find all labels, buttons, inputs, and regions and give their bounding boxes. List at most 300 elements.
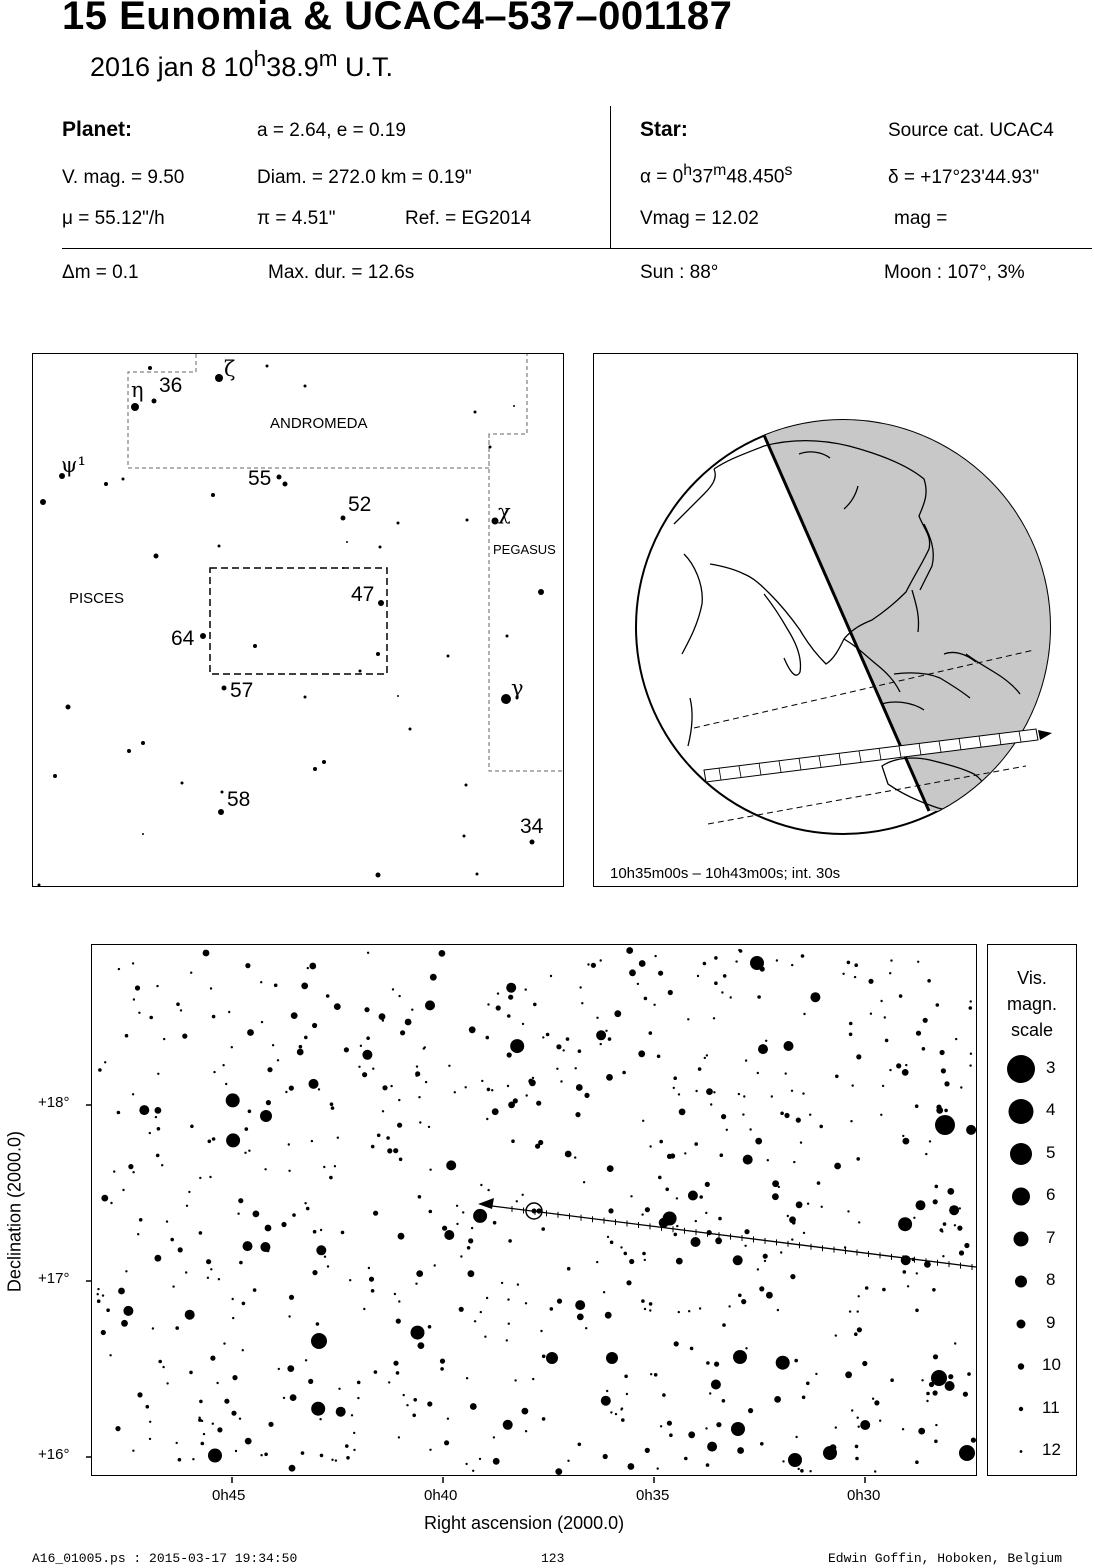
chart-star bbox=[929, 1140, 931, 1142]
chart-star bbox=[603, 1454, 608, 1459]
chart-star bbox=[331, 1106, 335, 1110]
chart-star bbox=[606, 1390, 608, 1392]
chart-star bbox=[272, 1044, 274, 1046]
chart-star bbox=[388, 1381, 390, 1383]
chart-star bbox=[217, 1427, 222, 1432]
chart-star bbox=[379, 1013, 386, 1020]
chart-star bbox=[810, 992, 820, 1002]
chart-star bbox=[849, 1022, 853, 1026]
chart-star bbox=[642, 1120, 644, 1122]
chart-star bbox=[745, 1347, 747, 1349]
chart-star bbox=[720, 1153, 724, 1157]
star-label: 47 bbox=[351, 583, 375, 606]
chart-star bbox=[649, 1302, 653, 1306]
chart-star bbox=[268, 1422, 273, 1427]
legend-magnitude-label: 11 bbox=[1042, 1398, 1060, 1417]
star-source-catalog: Source cat. UCAC4 bbox=[888, 120, 1054, 141]
chart-star bbox=[703, 962, 707, 966]
chart-star bbox=[360, 1045, 362, 1047]
hour-unit: h bbox=[253, 46, 267, 71]
chart-star bbox=[695, 1220, 697, 1222]
constellation-label: ANDROMEDA bbox=[270, 415, 368, 432]
chart-star bbox=[936, 1003, 940, 1007]
chart-star bbox=[963, 1392, 968, 1397]
chart-star bbox=[341, 1231, 345, 1235]
chart-star bbox=[658, 971, 663, 976]
x-axis-title: Right ascension (2000.0) bbox=[424, 1513, 625, 1533]
chart-star-bright bbox=[750, 956, 764, 970]
andromeda-boundary bbox=[128, 354, 527, 468]
star-chart bbox=[91, 944, 977, 1476]
chart-star bbox=[857, 1417, 859, 1419]
chart-star bbox=[101, 1330, 106, 1335]
chart-star bbox=[535, 1144, 540, 1149]
chart-star bbox=[784, 1041, 794, 1051]
chart-star bbox=[176, 1442, 178, 1444]
chart-star bbox=[239, 1261, 243, 1265]
chart-star bbox=[346, 1456, 350, 1460]
chart-star bbox=[353, 1449, 355, 1451]
chart-star bbox=[522, 1194, 524, 1196]
chart-star bbox=[532, 1077, 534, 1079]
chart-star bbox=[334, 1165, 336, 1167]
chart-star bbox=[430, 974, 437, 981]
footer-page-number: 123 bbox=[541, 1551, 565, 1566]
legend-title-line: magn. bbox=[1006, 994, 1058, 1014]
chart-star bbox=[884, 1016, 886, 1018]
chart-star bbox=[415, 1283, 417, 1285]
chart-star bbox=[622, 1071, 626, 1075]
chart-star bbox=[969, 1064, 971, 1066]
chart-star bbox=[913, 1217, 915, 1219]
chart-star bbox=[175, 1326, 179, 1330]
chart-star bbox=[525, 1430, 527, 1432]
chart-star bbox=[879, 1420, 881, 1422]
chart-star bbox=[304, 1202, 306, 1204]
chart-star bbox=[697, 975, 699, 977]
chart-star bbox=[796, 1203, 800, 1207]
chart-star bbox=[210, 1268, 212, 1270]
chart-star bbox=[247, 1029, 254, 1036]
chart-star bbox=[615, 1413, 617, 1415]
chart-star bbox=[203, 950, 210, 957]
chart-star bbox=[244, 1152, 246, 1154]
chart-star bbox=[235, 1450, 237, 1452]
chart-star bbox=[674, 1233, 678, 1237]
ra-tick-label: 0h30 bbox=[847, 1487, 881, 1504]
chart-star bbox=[288, 1315, 290, 1317]
chart-star bbox=[560, 1080, 562, 1082]
chart-star bbox=[493, 1458, 500, 1465]
chart-star bbox=[542, 1036, 544, 1038]
path-direction-arrow bbox=[1038, 730, 1052, 740]
chart-star bbox=[933, 1354, 938, 1359]
chart-star bbox=[166, 1382, 168, 1384]
chart-star bbox=[199, 1231, 203, 1235]
chart-star bbox=[334, 1003, 341, 1010]
star-label: γ bbox=[511, 676, 524, 700]
chart-star bbox=[210, 1356, 215, 1361]
header-divider bbox=[610, 106, 611, 248]
chart-star bbox=[845, 1371, 852, 1378]
chart-star bbox=[386, 1136, 390, 1140]
chart-star bbox=[716, 1422, 721, 1427]
chart-star bbox=[115, 1426, 120, 1431]
chart-star bbox=[803, 1013, 805, 1015]
chart-star bbox=[97, 1288, 99, 1290]
chart-star bbox=[155, 1107, 162, 1114]
planet-reference: Ref. = EG2014 bbox=[405, 208, 532, 229]
chart-star bbox=[722, 1399, 726, 1403]
chart-star bbox=[626, 1280, 631, 1285]
legend-dot bbox=[1009, 1099, 1034, 1124]
chart-star bbox=[288, 1143, 290, 1145]
chart-star bbox=[182, 1034, 187, 1039]
chart-star bbox=[957, 1226, 962, 1231]
chart-star bbox=[466, 1377, 468, 1379]
star-declination: δ = +17°23'44.93" bbox=[888, 167, 1040, 188]
chart-star bbox=[137, 1392, 142, 1397]
planet-orbit: a = 2.64, e = 0.19 bbox=[257, 120, 406, 141]
chart-star bbox=[855, 1457, 859, 1461]
star-label: χ bbox=[498, 500, 511, 524]
chart-star bbox=[125, 1270, 127, 1272]
chart-star bbox=[320, 1229, 322, 1231]
planet-parallax: π = 4.51" bbox=[257, 208, 336, 229]
chart-star bbox=[743, 1155, 753, 1165]
chart-star bbox=[503, 1420, 513, 1430]
legend-title-line: scale bbox=[1010, 1020, 1054, 1040]
chart-star bbox=[456, 1205, 458, 1207]
chart-star bbox=[203, 1433, 205, 1435]
chart-star-bright bbox=[606, 1352, 618, 1364]
chart-star bbox=[152, 1327, 154, 1329]
chart-star bbox=[579, 986, 581, 988]
chart-star bbox=[627, 950, 629, 952]
chart-star bbox=[849, 1310, 851, 1312]
chart-star bbox=[468, 1270, 475, 1277]
chart-star bbox=[398, 1099, 400, 1101]
chart-star bbox=[741, 1299, 746, 1304]
chart-star bbox=[628, 1463, 635, 1470]
chart-star bbox=[902, 1069, 909, 1076]
chart-star bbox=[857, 1310, 859, 1312]
chart-star bbox=[941, 1068, 946, 1073]
chart-star bbox=[624, 1252, 628, 1256]
chart-star bbox=[933, 1199, 938, 1204]
chart-star bbox=[767, 1159, 769, 1161]
chart-star bbox=[706, 1088, 713, 1095]
legend-dots bbox=[988, 945, 1076, 1477]
chart-star bbox=[357, 1397, 359, 1399]
chart-star bbox=[415, 1071, 420, 1076]
dec-tick-label: +18° bbox=[38, 1094, 70, 1111]
chart-star bbox=[898, 1217, 912, 1231]
chart-star bbox=[744, 1229, 749, 1234]
chart-star bbox=[281, 1222, 286, 1227]
chart-star-bright bbox=[311, 1333, 327, 1349]
chart-star bbox=[285, 1091, 287, 1093]
chart-star bbox=[575, 1067, 577, 1069]
star-label: 55 bbox=[248, 467, 272, 490]
chart-star bbox=[605, 1312, 612, 1319]
chart-star bbox=[596, 1030, 606, 1040]
chart-star bbox=[541, 1227, 545, 1231]
chart-star bbox=[444, 1440, 449, 1445]
chart-star bbox=[260, 981, 262, 983]
chart-star bbox=[949, 1205, 959, 1215]
chart-star bbox=[242, 1302, 246, 1306]
chart-star bbox=[288, 1170, 290, 1172]
chart-star bbox=[567, 1267, 571, 1271]
chart-star bbox=[507, 1298, 509, 1300]
chart-star bbox=[392, 988, 394, 990]
chart-star bbox=[748, 1408, 753, 1413]
chart-star bbox=[122, 1189, 124, 1191]
chart-star bbox=[749, 1128, 751, 1130]
chart-star bbox=[662, 1393, 666, 1397]
chart-star bbox=[679, 1109, 686, 1116]
chart-star bbox=[304, 1036, 308, 1040]
chart-star bbox=[940, 1228, 944, 1232]
chart-star bbox=[493, 1436, 495, 1438]
chart-star bbox=[882, 1085, 884, 1087]
chart-star bbox=[645, 1207, 650, 1212]
chart-star bbox=[469, 1026, 476, 1033]
chart-star bbox=[459, 1307, 464, 1312]
chart-star bbox=[460, 1255, 462, 1257]
ut-text: U.T. bbox=[337, 52, 393, 82]
chart-star bbox=[601, 1396, 611, 1406]
chart-star bbox=[162, 1366, 164, 1368]
chart-star bbox=[916, 1200, 926, 1210]
chart-star bbox=[899, 994, 903, 998]
chart-star bbox=[926, 1400, 928, 1402]
chart-star bbox=[806, 1382, 810, 1386]
chart-star bbox=[278, 1368, 280, 1370]
chart-star bbox=[638, 1050, 645, 1057]
chart-star bbox=[668, 990, 673, 995]
chart-star bbox=[735, 960, 737, 962]
chart-star bbox=[480, 1311, 482, 1313]
chart-star bbox=[344, 1047, 349, 1052]
chart-star bbox=[467, 1246, 471, 1250]
chart-star bbox=[289, 1295, 294, 1300]
chart-star bbox=[710, 1103, 712, 1105]
chart-star-bright bbox=[823, 1446, 837, 1460]
asteroid-path-arrow bbox=[478, 1198, 494, 1209]
chart-star bbox=[289, 1465, 296, 1472]
finder-chart bbox=[32, 353, 564, 887]
chart-star bbox=[684, 1152, 686, 1154]
chart-star bbox=[667, 1154, 672, 1159]
chart-star bbox=[329, 1176, 333, 1180]
chart-star bbox=[629, 969, 636, 976]
chart-star bbox=[557, 1299, 562, 1304]
chart-star bbox=[851, 1409, 853, 1411]
chart-star bbox=[393, 1148, 398, 1153]
chart-star bbox=[605, 1030, 607, 1032]
chart-star-bright bbox=[546, 1352, 558, 1364]
star-label: 57 bbox=[230, 679, 254, 702]
chart-star bbox=[889, 1069, 891, 1071]
chart-star bbox=[721, 1114, 726, 1119]
chart-star bbox=[226, 1133, 240, 1147]
chart-star bbox=[546, 1033, 550, 1037]
chart-star bbox=[629, 1259, 634, 1264]
chart-star bbox=[780, 1251, 782, 1253]
chart-star bbox=[676, 1197, 678, 1199]
chart-star-bright bbox=[959, 1445, 975, 1461]
chart-star bbox=[497, 992, 499, 994]
chart-star bbox=[944, 1081, 949, 1086]
chart-star bbox=[277, 1059, 279, 1061]
chart-star bbox=[807, 1203, 809, 1205]
chart-star bbox=[231, 1046, 233, 1048]
chart-star bbox=[266, 1100, 271, 1105]
chart-star bbox=[157, 1073, 159, 1075]
chart-star bbox=[903, 1138, 910, 1145]
chart-star bbox=[890, 1378, 894, 1382]
chart-star bbox=[398, 1436, 400, 1438]
chart-star bbox=[918, 1428, 925, 1435]
chart-star bbox=[149, 1016, 153, 1020]
chart-star bbox=[880, 1114, 882, 1116]
chart-star bbox=[782, 1460, 784, 1462]
chart-star bbox=[641, 1213, 643, 1215]
chart-star bbox=[419, 1121, 421, 1123]
planet-diameter: Diam. = 272.0 km = 0.19" bbox=[257, 167, 472, 188]
chart-star bbox=[868, 979, 873, 984]
chart-star bbox=[117, 1111, 121, 1115]
chart-star bbox=[442, 1226, 447, 1231]
chart-star bbox=[630, 1195, 632, 1197]
chart-star bbox=[290, 1394, 297, 1401]
chart-star bbox=[802, 1396, 806, 1400]
chart-star bbox=[657, 1467, 659, 1469]
chart-star bbox=[857, 1327, 862, 1332]
chart-star bbox=[399, 1158, 403, 1162]
sun-elongation: Sun : 88° bbox=[640, 262, 719, 283]
chart-star bbox=[137, 1233, 139, 1235]
chart-star bbox=[847, 961, 851, 965]
chart-star bbox=[472, 1470, 474, 1472]
chart-star bbox=[620, 1408, 622, 1410]
chart-star bbox=[297, 1049, 304, 1056]
chart-star bbox=[266, 1249, 270, 1253]
footer-file-info: A16_01005.ps : 2015-03-17 19:34:50 bbox=[32, 1551, 298, 1566]
chart-star bbox=[245, 1127, 249, 1131]
chart-star bbox=[440, 1359, 445, 1364]
pegasus-boundary bbox=[489, 434, 563, 771]
chart-star bbox=[714, 981, 718, 985]
chart-star bbox=[149, 1421, 151, 1423]
chart-star bbox=[274, 984, 278, 988]
chart-star bbox=[667, 1421, 672, 1426]
chart-star bbox=[650, 1373, 652, 1375]
chart-star bbox=[306, 1207, 310, 1211]
chart-star bbox=[915, 1104, 919, 1108]
max-duration: Max. dur. = 12.6s bbox=[268, 262, 415, 283]
chart-star bbox=[396, 1371, 400, 1375]
chart-star bbox=[766, 1292, 773, 1299]
chart-star bbox=[412, 1414, 416, 1418]
chart-star bbox=[834, 1163, 841, 1170]
chart-star bbox=[774, 1396, 781, 1403]
chart-star bbox=[870, 1013, 872, 1015]
ra-seconds: 48.450 bbox=[726, 166, 785, 188]
chart-star bbox=[757, 995, 761, 999]
star-label: 52 bbox=[348, 493, 372, 516]
chart-star bbox=[364, 1007, 369, 1012]
chart-star bbox=[318, 1088, 320, 1090]
chart-star bbox=[902, 1428, 904, 1430]
chart-star bbox=[486, 1297, 488, 1299]
chart-star bbox=[398, 1233, 405, 1240]
chart-star bbox=[715, 1237, 722, 1244]
chart-star bbox=[309, 1079, 319, 1089]
chart-star bbox=[896, 1063, 901, 1068]
chart-star bbox=[139, 1105, 149, 1115]
chart-star bbox=[508, 1239, 512, 1243]
chart-star bbox=[575, 1112, 580, 1117]
chart-star bbox=[678, 1311, 680, 1313]
chart-star bbox=[508, 1323, 510, 1325]
chart-star bbox=[212, 1137, 216, 1141]
chart-star bbox=[522, 1408, 529, 1415]
finder-chart-canvas bbox=[33, 354, 565, 888]
chart-star bbox=[713, 1091, 715, 1093]
chart-star-bright bbox=[788, 1453, 802, 1467]
chart-star bbox=[176, 1002, 180, 1006]
chart-star bbox=[614, 1010, 621, 1017]
chart-star bbox=[954, 1342, 956, 1344]
legend-magnitude-label: 12 bbox=[1042, 1440, 1061, 1459]
chart-star bbox=[155, 1116, 157, 1118]
chart-star bbox=[673, 1087, 675, 1089]
chart-star bbox=[860, 1420, 870, 1430]
chart-star bbox=[581, 1002, 583, 1004]
chart-star bbox=[301, 983, 308, 990]
chart-star bbox=[610, 1411, 612, 1413]
star-label: ζ bbox=[224, 357, 236, 381]
chart-star bbox=[132, 1171, 134, 1173]
chart-star bbox=[133, 998, 135, 1000]
chart-star bbox=[916, 1272, 918, 1274]
chart-star bbox=[98, 1068, 102, 1072]
chart-star bbox=[315, 1403, 322, 1410]
chart-star bbox=[722, 1323, 726, 1327]
chart-star bbox=[862, 1361, 867, 1366]
chart-star bbox=[890, 959, 892, 961]
star-heading: Star: bbox=[640, 118, 688, 141]
chart-star bbox=[188, 1191, 190, 1193]
chart-star bbox=[738, 1093, 740, 1095]
chart-star bbox=[434, 1264, 436, 1266]
chart-star bbox=[362, 1050, 372, 1060]
legend-dot bbox=[1015, 1276, 1027, 1288]
chart-star bbox=[444, 1230, 454, 1240]
chart-star bbox=[626, 1393, 628, 1395]
chart-star bbox=[944, 1109, 948, 1113]
chart-star bbox=[776, 959, 778, 961]
ra-tick-label: 0h35 bbox=[636, 1487, 670, 1504]
chart-star bbox=[514, 1379, 516, 1381]
chart-star bbox=[289, 1086, 294, 1091]
legend-dot bbox=[1018, 1363, 1024, 1369]
legend-dot bbox=[1010, 1143, 1032, 1165]
star-right-ascension bbox=[640, 162, 792, 188]
